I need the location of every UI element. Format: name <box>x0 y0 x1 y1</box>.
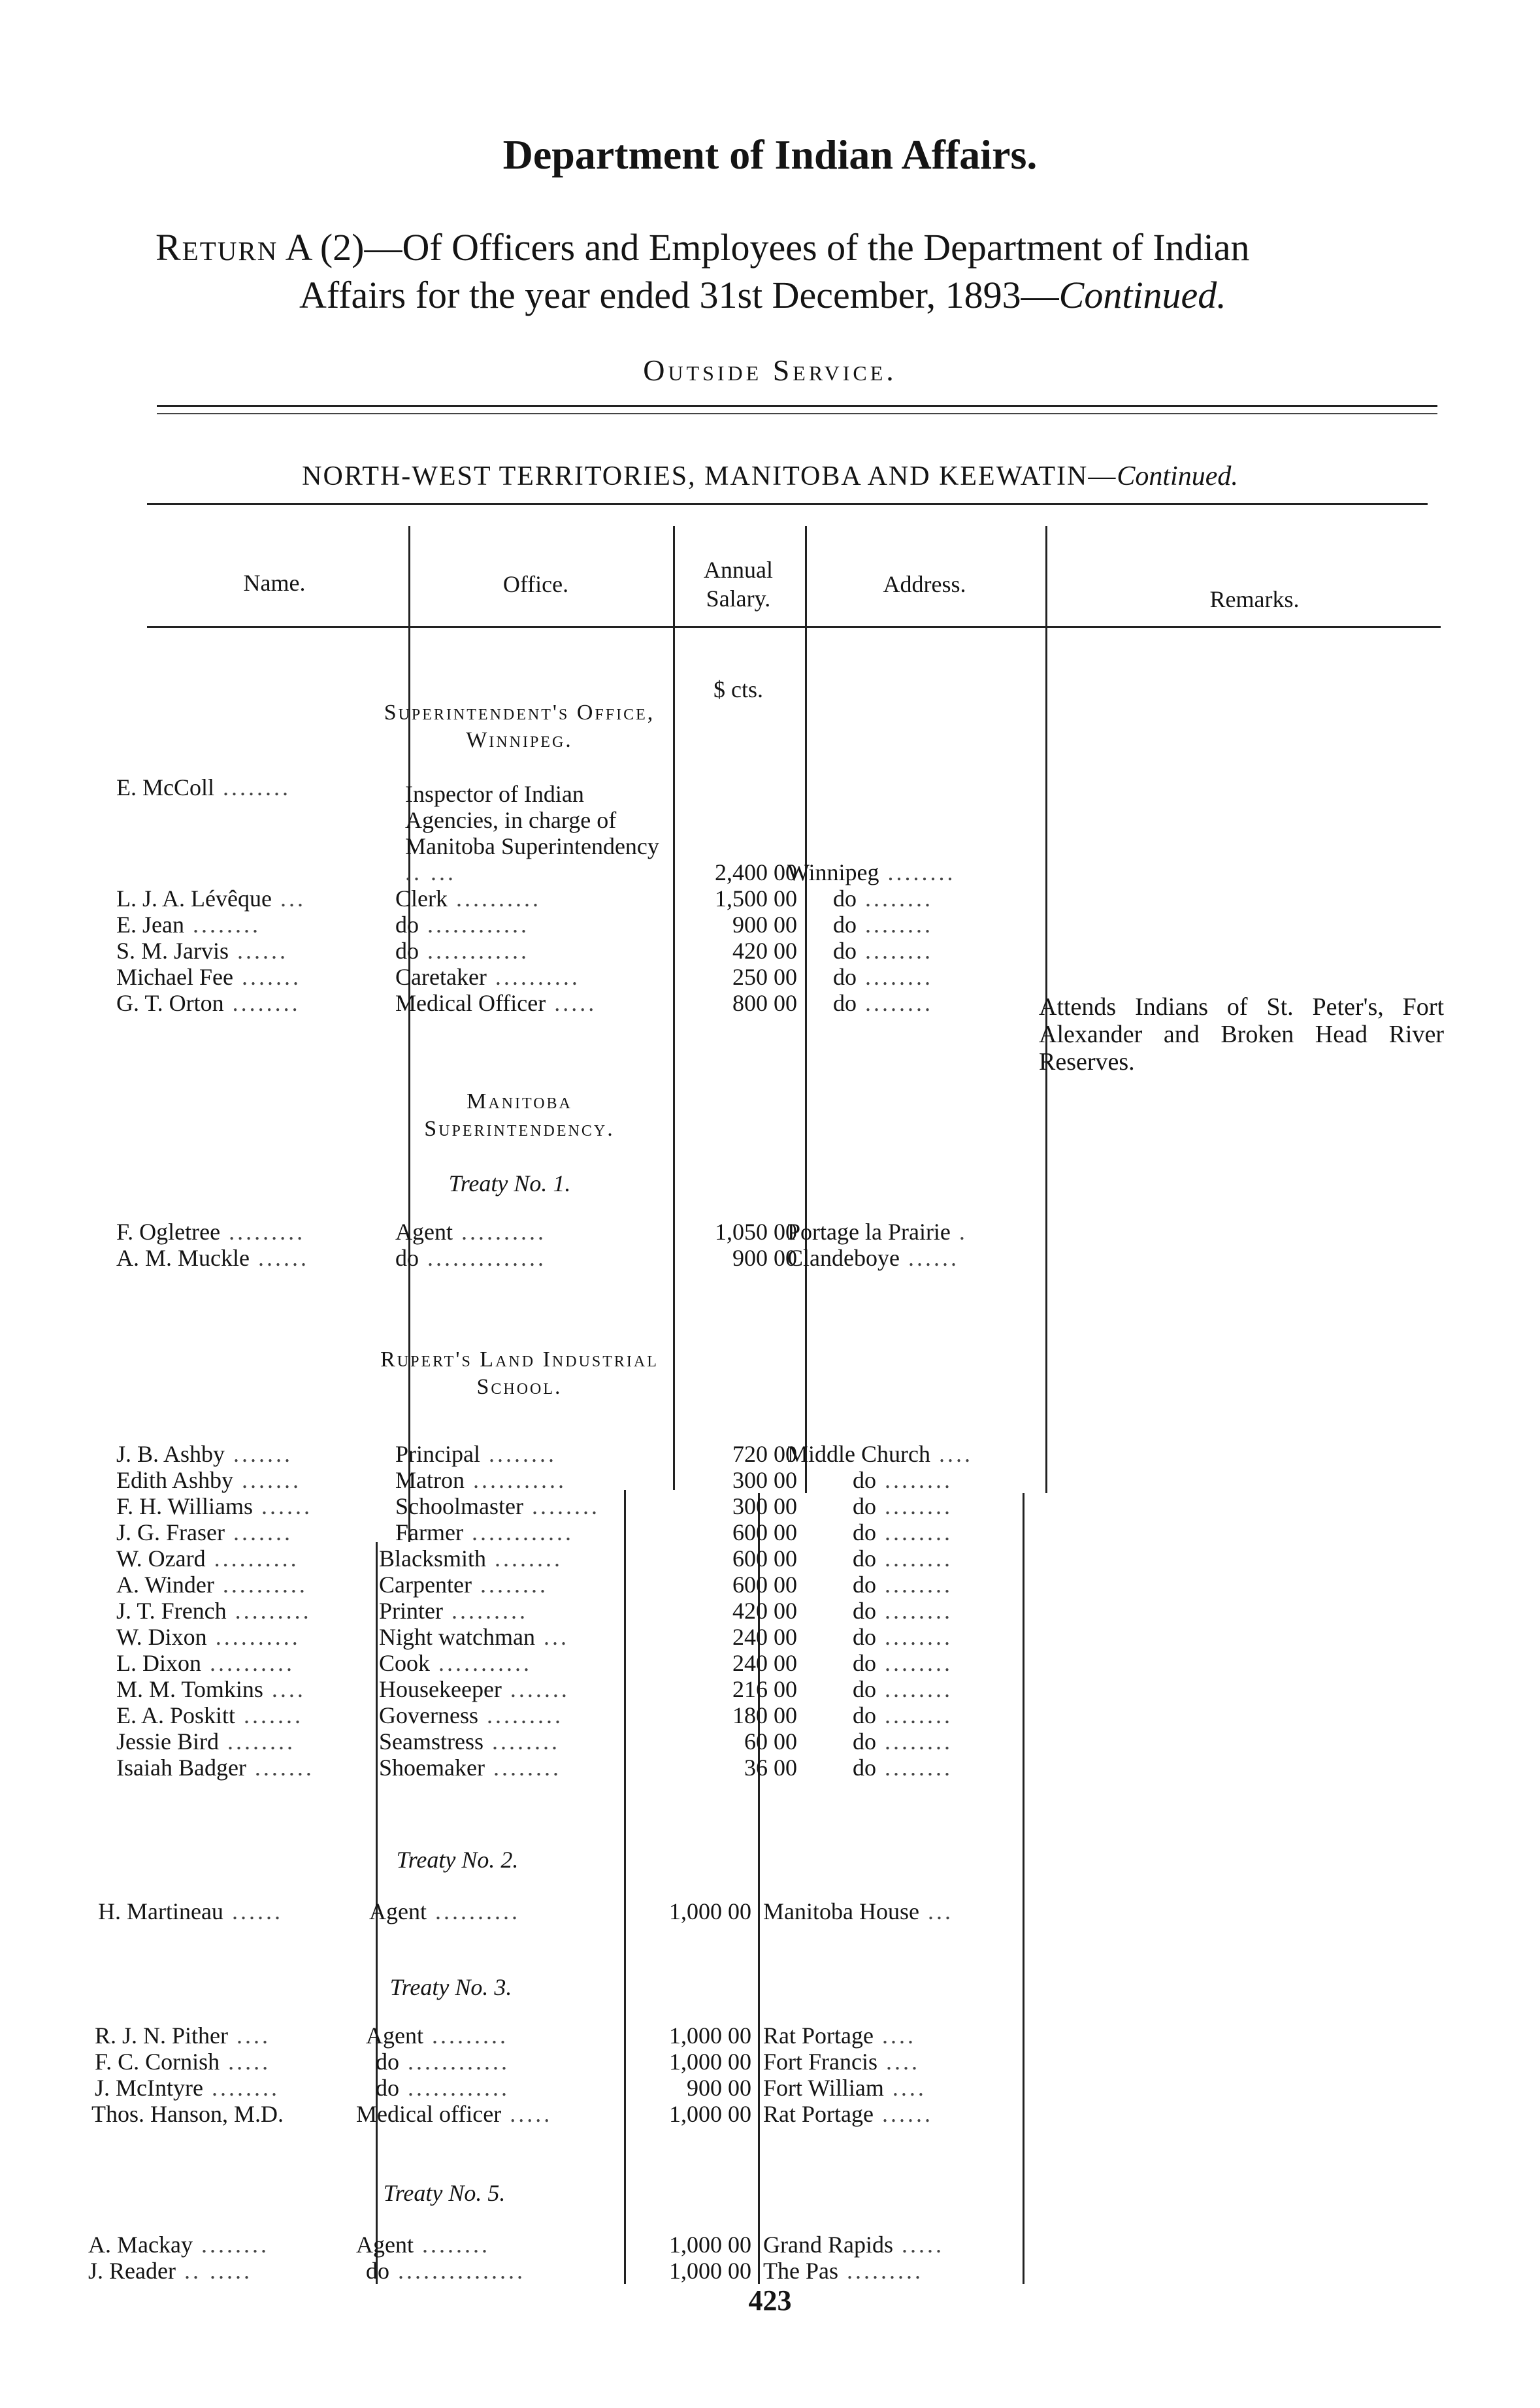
office-text: Medical officer <box>356 2101 502 2127</box>
salary-cell: 240 00 <box>732 1650 797 1676</box>
salary-cell: 1,000 00 <box>669 1898 751 1924</box>
office-text: do <box>366 2258 389 2284</box>
name-text: Isaiah Badger <box>116 1755 246 1781</box>
name-cell: E. McColl ........ <box>116 774 291 800</box>
office-cell: Blacksmith ........ <box>379 1545 563 1572</box>
address-cell: do ........ <box>833 990 933 1016</box>
address-cell: do ........ <box>853 1467 953 1493</box>
office-cell: Agent ......... <box>366 2022 508 2049</box>
table-top-rule <box>147 503 1428 505</box>
office-text: Seamstress <box>379 1728 483 1755</box>
name-text: L. Dixon <box>116 1650 201 1676</box>
section-winnipeg-office: Superintendent's Office, Winnipeg. <box>384 701 655 752</box>
address-cell: The Pas ......... <box>763 2258 923 2284</box>
heading-rule <box>157 405 1437 407</box>
column-header-address: Address. <box>883 571 966 597</box>
address-text: do <box>853 1624 876 1650</box>
address-cell: Portage la Prairie . <box>787 1219 968 1245</box>
office-cell: Housekeeper ....... <box>379 1676 570 1702</box>
name-text: J. B. Ashby <box>116 1441 225 1467</box>
salary-cell: 240 00 <box>732 1624 797 1650</box>
name-text: F. H. Williams <box>116 1493 254 1519</box>
salary-cell: 720 00 <box>732 1441 797 1467</box>
office-text: Shoemaker <box>379 1755 485 1781</box>
salary-cell: 300 00 <box>732 1493 797 1519</box>
address-text: Rat Portage <box>763 2101 874 2127</box>
office-cell: Seamstress ........ <box>379 1728 560 1755</box>
name-cell: L. Dixon .......... <box>116 1650 295 1676</box>
office-text: do <box>395 1245 419 1271</box>
address-text: Grand Rapids <box>763 2232 893 2258</box>
address-text: do <box>853 1467 876 1493</box>
address-text: Portage la Prairie <box>787 1219 951 1245</box>
currency-header: $ cts. <box>713 676 763 702</box>
address-text: do <box>833 912 857 938</box>
office-text: Agent <box>395 1219 453 1245</box>
salary-cell: 420 00 <box>732 938 797 964</box>
address-text: do <box>853 1755 876 1781</box>
office-cell: Medical Officer ..... <box>395 990 597 1016</box>
name-text: J. Reader <box>88 2258 176 2284</box>
address-cell: do ........ <box>853 1624 953 1650</box>
name-text: F. C. Cornish <box>95 2049 220 2075</box>
office-cell: do ............ <box>376 2075 510 2101</box>
office-text: Cook <box>379 1650 431 1676</box>
office-text: Schoolmaster <box>395 1493 523 1519</box>
address-cell: do ........ <box>853 1598 953 1624</box>
address-text: do <box>833 990 857 1016</box>
address-text: do <box>833 938 857 964</box>
address-cell: do ........ <box>853 1519 953 1545</box>
name-cell: Michael Fee ....... <box>116 964 301 990</box>
section-treaty-3: Treaty No. 3. <box>389 1974 512 2000</box>
office-cell: do ............ <box>376 2049 510 2075</box>
office-cell: Caretaker .......... <box>395 964 580 990</box>
office-cell: do .............. <box>395 1245 546 1271</box>
column-header-name: Name. <box>243 570 306 596</box>
column-header-remarks: Remarks. <box>1209 586 1300 612</box>
address-text: do <box>853 1519 876 1545</box>
address-text: do <box>853 1545 876 1572</box>
name-text: J. G. Fraser <box>116 1519 225 1545</box>
name-cell: H. Martineau ...... <box>98 1898 283 1924</box>
name-cell: F. Ogletree ......... <box>116 1219 306 1245</box>
office-cell: Agent .......... <box>395 1219 546 1245</box>
office-text: Agent <box>356 2232 414 2258</box>
name-cell: F. C. Cornish ..... <box>95 2049 271 2075</box>
remarks-cell: Attends Indians of St. Peter's, Fort Alexander and Broken Head River Reserves. <box>1039 993 1444 1076</box>
region-heading-text: NORTH-WEST TERRITORIES, MANITOBA AND KEEWATIN— <box>302 461 1117 491</box>
office-cell: Shoemaker ........ <box>379 1755 561 1781</box>
address-cell: do ........ <box>853 1493 953 1519</box>
name-cell: Thos. Hanson, M.D. <box>91 2101 284 2127</box>
address-cell: do ........ <box>853 1728 953 1755</box>
office-cell: do ............... <box>366 2258 525 2284</box>
name-cell: A. M. Muckle ...... <box>116 1245 309 1271</box>
office-text: Clerk <box>395 885 448 912</box>
office-text: Medical Officer <box>395 990 546 1016</box>
name-text: Edith Ashby <box>116 1467 234 1493</box>
office-text: Agent <box>366 2022 423 2049</box>
salary-cell: 900 00 <box>732 1245 797 1271</box>
name-cell: E. Jean ........ <box>116 912 261 938</box>
address-text: The Pas <box>763 2258 838 2284</box>
address-cell: Manitoba House ... <box>763 1898 953 1924</box>
address-cell: Clandeboye ...... <box>787 1245 959 1271</box>
office-text: Agent <box>369 1898 427 1924</box>
office-text: Housekeeper <box>379 1676 502 1702</box>
office-cell: Inspector of Indian Agencies, in charge of Manitoba Superintendency .. ... <box>405 781 659 885</box>
address-cell: do ........ <box>833 885 933 912</box>
address-text: do <box>853 1702 876 1728</box>
name-text: A. Mackay <box>88 2232 193 2258</box>
office-text: Night watchman <box>379 1624 535 1650</box>
salary-cell: 600 00 <box>732 1572 797 1598</box>
name-text: E. A. Poskitt <box>116 1702 236 1728</box>
section-treaty-1: Treaty No. 1. <box>448 1170 571 1196</box>
salary-cell: 600 00 <box>732 1519 797 1545</box>
name-cell: J. Reader .. ..... <box>88 2258 252 2284</box>
salary-cell: 2,400 00 <box>715 859 797 885</box>
name-text: J. McIntyre <box>95 2075 203 2101</box>
name-cell: R. J. N. Pither .... <box>95 2022 271 2049</box>
address-text: do <box>853 1598 876 1624</box>
address-cell: do ........ <box>853 1650 953 1676</box>
region-heading-continued: Continued. <box>1117 461 1238 491</box>
name-cell: Jessie Bird ........ <box>116 1728 295 1755</box>
page-number: 423 <box>748 2284 792 2317</box>
salary-cell: 420 00 <box>732 1598 797 1624</box>
office-text: Farmer <box>395 1519 463 1545</box>
address-cell: do ........ <box>853 1676 953 1702</box>
return-title-line-2 <box>299 273 1226 317</box>
office-cell: do ............ <box>395 938 529 964</box>
address-cell: Middle Church .... <box>787 1441 973 1467</box>
return-title-continued: Continued. <box>1058 274 1226 316</box>
name-text: Michael Fee <box>116 964 233 990</box>
office-cell: Principal ........ <box>395 1441 557 1467</box>
address-text: do <box>833 885 857 912</box>
salary-cell: 900 00 <box>687 2075 751 2101</box>
salary-cell: 180 00 <box>732 1702 797 1728</box>
name-text: L. J. A. Lévêque <box>116 885 272 912</box>
office-cell: Schoolmaster ........ <box>395 1493 600 1519</box>
address-cell: Rat Portage ...... <box>763 2101 933 2127</box>
column-header-salary: Annual Salary. <box>704 557 773 612</box>
salary-cell: 60 00 <box>744 1728 797 1755</box>
salary-cell: 1,000 00 <box>669 2022 751 2049</box>
name-cell: J. T. French ......... <box>116 1598 312 1624</box>
return-title-text: A (2)—Of Officers and Employees of the Department of Indian <box>285 226 1250 269</box>
name-cell: J. B. Ashby ....... <box>116 1441 293 1467</box>
name-text: G. T. Orton <box>116 990 224 1016</box>
name-cell: W. Dixon .......... <box>116 1624 301 1650</box>
office-cell: Medical officer ..... <box>356 2101 553 2127</box>
address-text: Winnipeg <box>787 859 879 885</box>
office-text: do <box>376 2075 399 2101</box>
name-text: S. M. Jarvis <box>116 938 229 964</box>
salary-cell: 1,000 00 <box>669 2258 751 2284</box>
salary-cell: 600 00 <box>732 1545 797 1572</box>
name-text: J. T. French <box>116 1598 227 1624</box>
salary-cell: 250 00 <box>732 964 797 990</box>
name-text: W. Dixon <box>116 1624 207 1650</box>
section-treaty-5: Treaty No. 5. <box>383 2180 506 2206</box>
name-cell: L. J. A. Lévêque ... <box>116 885 306 912</box>
address-text: do <box>853 1676 876 1702</box>
salary-cell: 1,000 00 <box>669 2101 751 2127</box>
address-text: Middle Church <box>787 1441 930 1467</box>
address-cell: do ........ <box>833 964 933 990</box>
salary-cell: 216 00 <box>732 1676 797 1702</box>
name-cell: A. Mackay ........ <box>88 2232 269 2258</box>
office-cell: Carpenter ........ <box>379 1572 548 1598</box>
return-lead: Return <box>156 226 278 269</box>
page-heading: Department of Indian Affairs. <box>502 131 1038 178</box>
address-text: Manitoba House <box>763 1898 919 1924</box>
salary-cell: 1,000 00 <box>669 2232 751 2258</box>
address-cell: Winnipeg ........ <box>787 859 956 885</box>
address-text: Clandeboye <box>787 1245 900 1271</box>
name-cell: M. M. Tomkins .... <box>116 1676 306 1702</box>
office-text: do <box>376 2049 399 2075</box>
name-text: Jessie Bird <box>116 1728 219 1755</box>
office-text: Blacksmith <box>379 1545 486 1572</box>
office-cell: Printer ......... <box>379 1598 528 1624</box>
salary-cell: 800 00 <box>732 990 797 1016</box>
header-bottom-rule <box>147 626 1441 628</box>
address-cell: Fort Francis .... <box>763 2049 920 2075</box>
address-cell: do ........ <box>853 1545 953 1572</box>
address-cell: Fort William .... <box>763 2075 926 2101</box>
name-cell: F. H. Williams ...... <box>116 1493 313 1519</box>
name-cell: A. Winder .......... <box>116 1572 308 1598</box>
salary-cell: 1,500 00 <box>715 885 797 912</box>
address-text: Rat Portage <box>763 2022 874 2049</box>
office-cell: Matron ........... <box>395 1467 566 1493</box>
office-text: Caretaker <box>395 964 487 990</box>
salary-cell: 1,000 00 <box>669 2049 751 2075</box>
service-heading: Outside Service. <box>643 354 897 387</box>
office-cell: do ............ <box>395 912 529 938</box>
section-rupert-school: Rupert's Land Industrial School. <box>380 1347 659 1399</box>
name-cell: E. A. Poskitt ....... <box>116 1702 304 1728</box>
address-text: do <box>853 1572 876 1598</box>
address-text: Fort William <box>763 2075 884 2101</box>
name-cell: W. Ozard .......... <box>116 1545 299 1572</box>
name-cell: G. T. Orton ........ <box>116 990 301 1016</box>
heading-rule-double <box>157 413 1437 414</box>
name-text: E. Jean <box>116 912 184 938</box>
address-cell: Grand Rapids ..... <box>763 2232 944 2258</box>
office-cell: Night watchman ... <box>379 1624 569 1650</box>
name-cell: Isaiah Badger ....... <box>116 1755 314 1781</box>
salary-cell: 1,050 00 <box>715 1219 797 1245</box>
office-cell: Cook ........... <box>379 1650 532 1676</box>
section-treaty-2: Treaty No. 2. <box>396 1847 519 1873</box>
salary-cell: 900 00 <box>732 912 797 938</box>
address-text: do <box>853 1728 876 1755</box>
address-cell: do ........ <box>853 1572 953 1598</box>
office-cell: Governess ......... <box>379 1702 563 1728</box>
name-text: A. Winder <box>116 1572 214 1598</box>
name-cell: J. McIntyre ........ <box>95 2075 280 2101</box>
name-text: R. J. N. Pither <box>95 2022 229 2049</box>
office-cell: Farmer ............ <box>395 1519 574 1545</box>
address-cell: do ........ <box>853 1755 953 1781</box>
address-text: do <box>853 1493 876 1519</box>
name-text: M. M. Tomkins <box>116 1676 263 1702</box>
office-text: Printer <box>379 1598 443 1624</box>
name-cell: Edith Ashby ....... <box>116 1467 302 1493</box>
address-text: Fort Francis <box>763 2049 877 2075</box>
office-text: do <box>395 938 419 964</box>
name-text: E. McColl <box>116 774 214 800</box>
address-cell: do ........ <box>853 1702 953 1728</box>
office-text: Inspector of Indian Agencies, in charge of Manitoba Superintendency <box>405 781 659 859</box>
address-cell: do ........ <box>833 938 933 964</box>
office-cell: Agent ........ <box>356 2232 490 2258</box>
column-header-office: Office. <box>502 571 569 597</box>
address-cell: do ........ <box>833 912 933 938</box>
address-text: do <box>833 964 857 990</box>
office-text: Matron <box>395 1467 465 1493</box>
address-text: do <box>853 1650 876 1676</box>
return-title-year: Affairs for the year ended 31st December, 1893— <box>299 274 1059 316</box>
region-heading <box>0 461 1540 492</box>
name-text: W. Ozard <box>116 1545 206 1572</box>
name-cell: J. G. Fraser ....... <box>116 1519 293 1545</box>
section-manitoba-superintendency: Manitoba Superintendency. <box>424 1089 615 1141</box>
office-text: do <box>395 912 419 938</box>
name-cell: S. M. Jarvis ...... <box>116 938 289 964</box>
salary-cell: 300 00 <box>732 1467 797 1493</box>
office-text: Governess <box>379 1702 478 1728</box>
salary-cell: 36 00 <box>744 1755 797 1781</box>
office-cell: Clerk .......... <box>395 885 541 912</box>
office-text: Principal <box>395 1441 480 1467</box>
return-title-line-1 <box>156 225 1250 269</box>
name-text: H. Martineau <box>98 1898 223 1924</box>
office-cell: Agent .......... <box>369 1898 520 1924</box>
name-text: A. M. Muckle <box>116 1245 250 1271</box>
address-cell: Rat Portage .... <box>763 2022 916 2049</box>
name-text: F. Ogletree <box>116 1219 221 1245</box>
office-text: Carpenter <box>379 1572 472 1598</box>
